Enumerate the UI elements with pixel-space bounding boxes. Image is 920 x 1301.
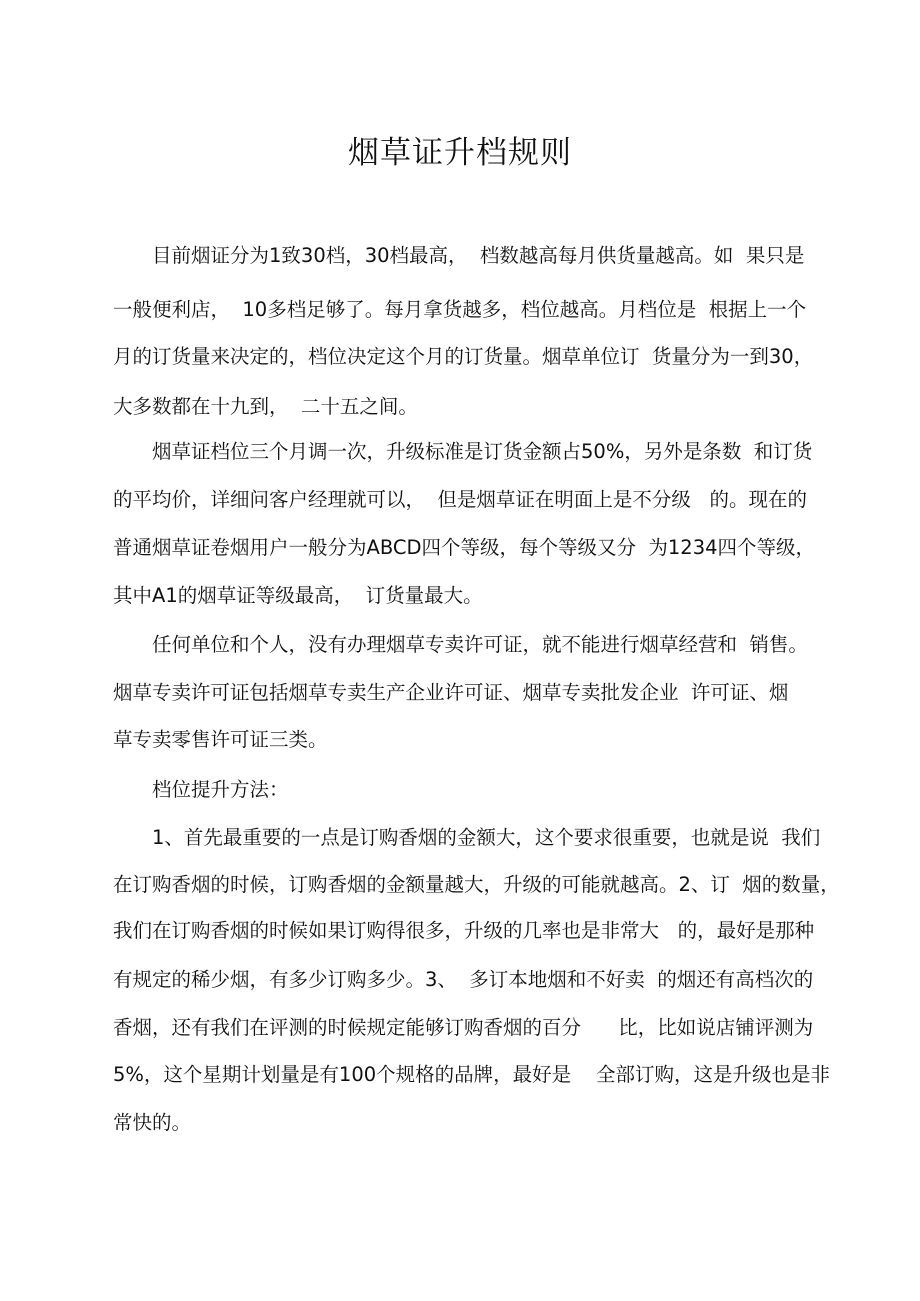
- paragraph-line: 5%，这个星期计划量是有100个规格的品牌，最好是 全部订购，这是升级也是非: [113, 1063, 830, 1086]
- paragraph-line: 香烟，还有我们在评测的时候规定能够订购香烟的百分 比，比如说店铺评测为: [113, 1016, 814, 1039]
- paragraph-line: 烟草证档位三个月调一次，升级标准是订货金额占50%，另外是条数 和订货: [113, 440, 813, 463]
- paragraph-line: 月的订货量来决定的，档位决定这个月的订货量。烟草单位订 货量分为一到30，: [113, 345, 814, 368]
- paragraph-line: 一般便利店， 10多档足够了。每月拿货越多，档位越高。月档位是 根据上一个: [113, 298, 807, 321]
- paragraph-line: 大多数都在十九到， 二十五之间。: [113, 395, 418, 418]
- paragraph-line: 目前烟证分为1致30档，30档最高， 档数越高每月供货量越高。如 果只是: [113, 244, 805, 267]
- paragraph-line: 档位提升方法：: [113, 778, 289, 801]
- paragraph-line: 常快的。: [113, 1111, 192, 1134]
- paragraph-line: 的平均价，详细问客户经理就可以， 但是烟草证在明面上是不分级 的。现在的: [113, 488, 807, 511]
- paragraph-line: 其中A1的烟草证等级最高， 订货量最大。: [113, 584, 483, 607]
- paragraph-line: 1、首先最重要的一点是订购香烟的金额大，这个要求很重要，也就是说 我们: [113, 826, 821, 849]
- paragraph-line: 烟草专卖许可证包括烟草专卖生产企业许可证、烟草专卖批发企业 许可证、烟: [113, 681, 789, 704]
- paragraph-line: 有规定的稀少烟，有多少订购多少。3、 多订本地烟和不好卖 的烟还有高档次的: [113, 968, 814, 991]
- paragraph-line: 任何单位和个人，没有办理烟草专卖许可证，就不能进行烟草经营和 销售。: [113, 633, 808, 656]
- paragraph-line: 草专卖零售许可证三类。: [113, 728, 328, 751]
- paragraph-line: 普通烟草证卷烟用户一般分为ABCD四个等级，每个等级又分 为1234四个等级，: [113, 536, 816, 559]
- paragraph-line: 在订购香烟的时候，订购香烟的金额量越大，升级的可能就越高。2、订 烟的数量，: [113, 873, 840, 896]
- paragraph-line: 我们在订购香烟的时候如果订购得很多，升级的几率也是非常大 的，最好是那种: [113, 919, 815, 942]
- document-title: 烟草证升档规则: [348, 135, 572, 171]
